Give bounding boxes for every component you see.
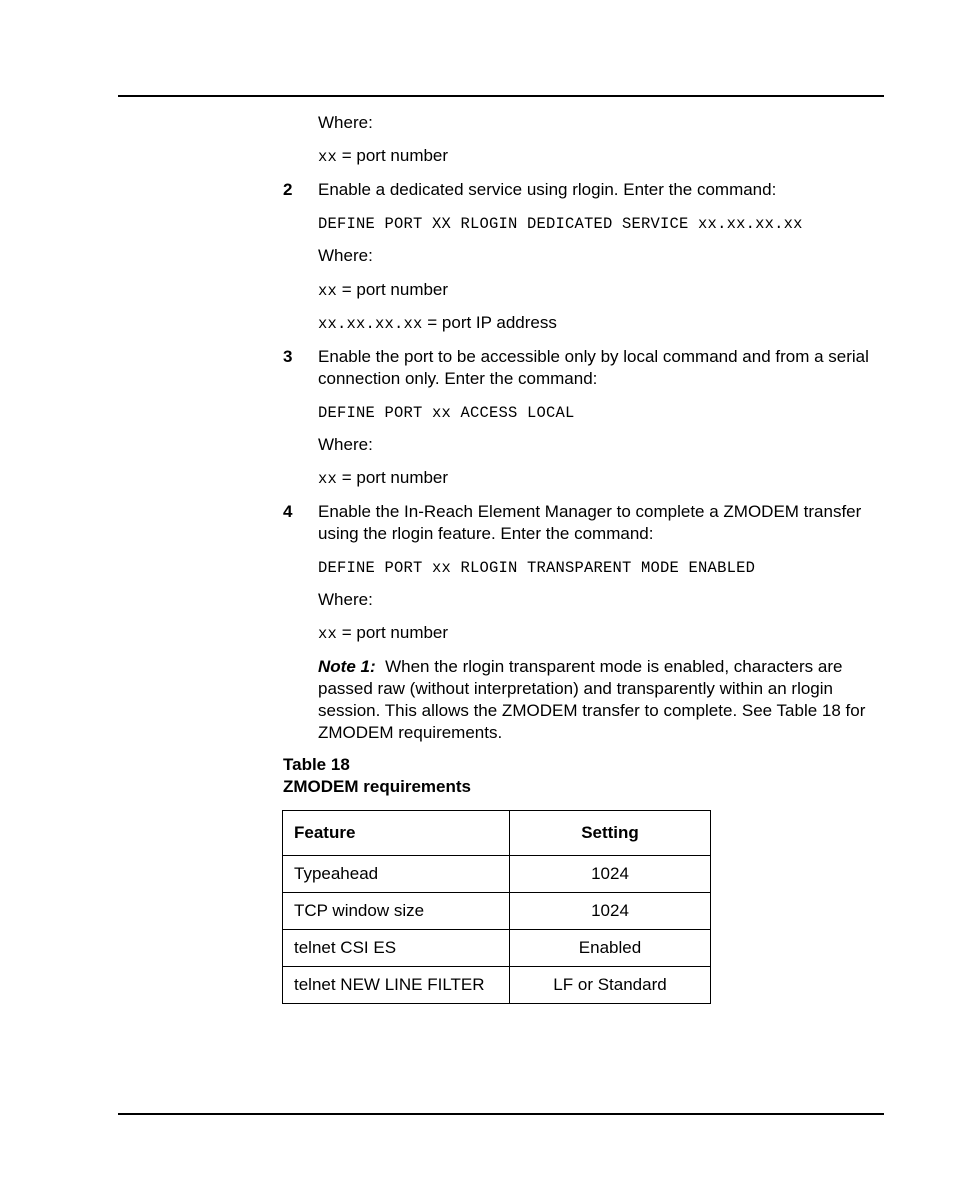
param-desc: = port IP address	[422, 313, 557, 332]
setting-cell: Enabled	[510, 930, 711, 967]
param-code: xx	[318, 282, 338, 300]
table-row	[283, 967, 711, 1004]
note-paragraph	[318, 656, 884, 744]
setting-cell: 1024	[510, 893, 711, 930]
step-text: Enable a dedicated service using rlogin. Enter the command:	[318, 180, 777, 199]
param-desc: = port number	[337, 468, 449, 487]
param-code: xx	[318, 148, 338, 166]
note-label: Note 1:	[318, 657, 376, 676]
param-line	[318, 622, 448, 645]
param-code: xx.xx.xx.xx	[318, 315, 423, 333]
feature-cell: TCP window size	[283, 893, 510, 930]
table-row	[283, 930, 711, 967]
param-code: xx	[318, 625, 338, 643]
param-desc: = port number	[337, 623, 449, 642]
param-desc: = port number	[337, 146, 449, 165]
header-setting: Setting	[510, 811, 711, 856]
table-header-row	[283, 811, 711, 856]
command-text: DEFINE PORT XX RLOGIN DEDICATED SERVICE xx.xx.xx.xx	[318, 215, 803, 233]
command-text: DEFINE PORT xx RLOGIN TRANSPARENT MODE ENABLED	[318, 559, 756, 577]
feature-cell: Typeahead	[283, 856, 510, 893]
step-number: 4	[283, 502, 293, 521]
table-title: ZMODEM requirements	[283, 777, 471, 796]
where-label: Where:	[318, 246, 373, 265]
step-number: 3	[283, 347, 293, 366]
where-label: Where:	[318, 590, 373, 609]
header-rule	[118, 95, 884, 97]
table-number: Table 18	[283, 755, 350, 774]
step-text: Enable the port to be accessible only by local command and from a serial connection only. Enter the command:	[318, 347, 869, 388]
param-desc: = port number	[337, 280, 449, 299]
feature-cell: telnet CSI ES	[283, 930, 510, 967]
param-line	[318, 467, 448, 490]
footer-rule	[118, 1113, 884, 1115]
setting-cell: 1024	[510, 856, 711, 893]
param-line	[318, 145, 448, 168]
header-feature: Feature	[283, 811, 510, 856]
table-row	[283, 893, 711, 930]
feature-cell: telnet NEW LINE FILTER	[283, 967, 510, 1004]
zmodem-requirements-table	[282, 810, 711, 1004]
command-text: DEFINE PORT xx ACCESS LOCAL	[318, 404, 575, 422]
param-line	[318, 312, 557, 335]
table-row	[283, 856, 711, 893]
where-label: Where:	[318, 435, 373, 454]
param-line	[318, 279, 448, 302]
step-number: 2	[283, 180, 293, 199]
where-label: Where:	[318, 113, 373, 132]
setting-cell: LF or Standard	[510, 967, 711, 1004]
param-code: xx	[318, 470, 338, 488]
note-text: When the rlogin transparent mode is enabled, characters are passed raw (without interpretation) and transparently within an rlogin session. This allows the ZMODEM transfer to complete. See Table 18 for ZMODEM requirements.	[318, 657, 866, 742]
step-text: Enable the In-Reach Element Manager to complete a ZMODEM transfer using the rlogin feature. Enter the command:	[318, 502, 862, 543]
